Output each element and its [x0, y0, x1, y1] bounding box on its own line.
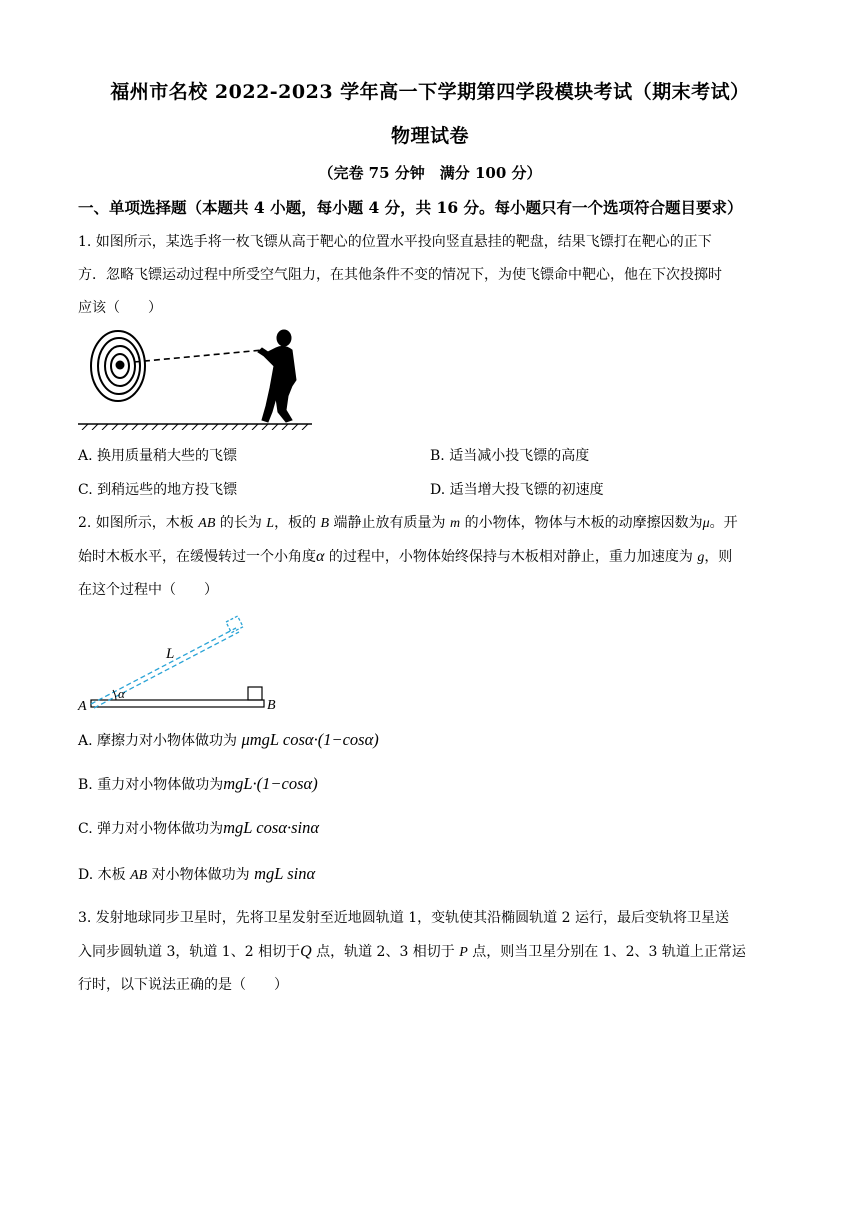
q2-figure: [76, 612, 286, 716]
q2-line-3: 在这个过程中（ ）: [78, 582, 218, 598]
q2-line-1: 2. 如图所示，木板 AB 的长为 L，板的 B 端静止放有质量为 m 的小物体，物体与木板的动摩擦因数为μ。开: [78, 515, 738, 531]
question-1: [78, 226, 778, 325]
dart-trajectory: [134, 350, 263, 362]
q3-line-2: 入同步圆轨道 3，轨道 1、2 相切于Q 点，轨道 2、3 相切于 P 点，则当卫星分别在 1、2、3 轨道上正常运: [78, 943, 746, 960]
q1-option-d: D. 适当增大投飞镖的初速度: [430, 482, 604, 498]
dartboard-icon: [91, 331, 145, 401]
q1-option-a: A. 换用质量稍大些的飞镖: [78, 448, 238, 464]
label-B: B: [267, 698, 276, 713]
label-L: L: [166, 646, 175, 662]
q1-line-3: 应该（ ）: [78, 300, 162, 316]
question-2: [78, 507, 778, 607]
label-A: A: [78, 699, 87, 714]
section-heading: 一、单项选择题（本题共 4 小题，每小题 4 分，共 16 分。每小题只有一个选项符合题目要求）: [78, 198, 743, 217]
board-tilted-edge-1: [91, 628, 236, 704]
exam-title: 福州市名校 2022-2023 学年高一下学期第四学段模块考试（期末考试）: [110, 81, 750, 103]
q1-figure: [78, 326, 318, 430]
q2-option-d: D. 木板 AB 对小物体做功为 mgL sinα: [78, 864, 316, 883]
label-alpha: α: [118, 686, 125, 701]
q1-option-b: B. 适当减小投飞镖的高度: [430, 448, 590, 464]
q1-option-c: C. 到稍远些的地方投飞镖: [78, 482, 238, 498]
q2-option-b: B. 重力对小物体做功为mgL·(1−cosα): [78, 774, 318, 793]
tilted-block: [226, 616, 243, 633]
q3-line-3: 行时，以下说法正确的是（ ）: [78, 977, 288, 993]
exam-meta: （完卷 75 分钟 满分 100 分）: [318, 164, 542, 182]
question-3: [78, 902, 778, 1002]
q2-option-a: A. 摩擦力对小物体做功为 μmgL cosα·(1−cosα): [78, 730, 379, 749]
q2-line-2: 始时木板水平，在缓慢转过一个小角度α 的过程中，小物体始终保持与木板相对静止，重力加速度为 g，则: [78, 548, 733, 565]
paper-subtitle: 物理试卷: [390, 125, 469, 147]
q1-line-1: 1. 如图所示，某选手将一枚飞镖从高于靶心的位置水平投向竖直悬挂的靶盘，结果飞镖打在靶心的正下: [78, 234, 712, 250]
q2-option-c: C. 弹力对小物体做功为mgL cosα·sinα: [78, 818, 319, 837]
board-horizontal: [91, 700, 264, 707]
ground-hatching: [82, 424, 308, 430]
q1-line-2: 方．忽略飞镖运动过程中所受空气阻力，在其他条件不变的情况下，为使飞镖命中靶心，他在下次投掷时: [78, 267, 722, 283]
thrower-icon: [258, 330, 296, 422]
q3-line-1: 3. 发射地球同步卫星时，先将卫星发射至近地圆轨道 1，变轨使其沿椭圆轨道 2 运行，最后变轨将卫星送: [78, 910, 729, 926]
small-block: [248, 687, 262, 700]
